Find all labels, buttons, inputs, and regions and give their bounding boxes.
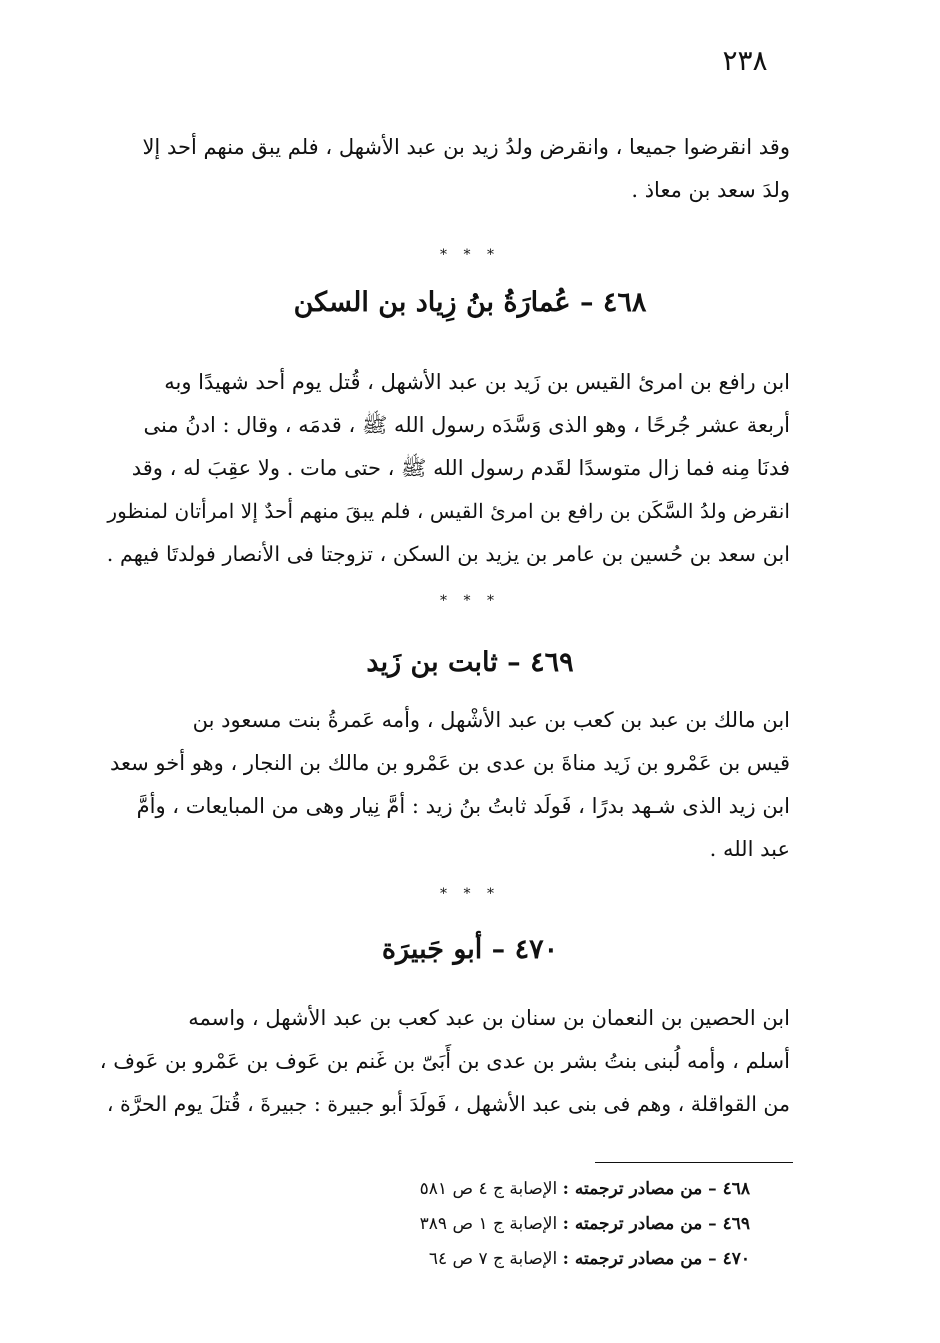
footnotes	[330, 1172, 750, 1277]
text-line: ولدَ سعد بن معاذ .	[631, 178, 790, 202]
entry-heading-469: ٤٦٩ – ثابت بن زَيد	[366, 647, 574, 678]
footnote-label: ٤٦٨ – من مصادر ترجمته :	[562, 1179, 750, 1199]
footnote	[330, 1172, 750, 1207]
text-line: وقد انقرضوا جميعا ، وانقرض ولدُ زيد بن عبد الأشهل ، فلم يبق منهم أحد إلا	[142, 135, 790, 159]
footnote-text: الإصابة ج ٤ ص ٥٨١	[419, 1179, 558, 1199]
footnote-rule	[595, 1162, 793, 1163]
footnote-text: الإصابة ج ١ ص ٣٨٩	[419, 1214, 558, 1234]
intro-paragraph	[100, 126, 790, 212]
footnote-label: ٤٦٩ – من مصادر ترجمته :	[562, 1214, 750, 1234]
text-line: ابن الحصين بن النعمان بن سنان بن عبد كعب بن عبد الأشهل ، واسمه	[188, 1006, 790, 1030]
page-number: ٢٣٨	[722, 44, 768, 77]
text-line: قيس بن عَمْرو بن زَيد مناةَ بن عدى بن عَمْرو بن مالك بن النجار ، وهو أخو سعد	[109, 751, 790, 775]
entry-paragraph-469	[100, 699, 790, 871]
entry-heading-470: ٤٧٠ – أبو جَبيرَة	[381, 934, 559, 965]
entry-paragraph-468	[100, 361, 790, 576]
text-line: ابن سعد بن حُسين بن عامر بن يزيد بن السكن ، تزوجتا فى الأنصار فولدتَا فيهم .	[106, 542, 790, 566]
text-line: من القواقلة ، وهم فى بنى عبد الأشهل ، فَولَدَ أبو جبيرة : جبيرةَ ، قُتلَ يوم الحرَّة ،	[106, 1092, 790, 1116]
text-line: أربعة عشر جُرحًا ، وهو الذى وَسَّدَه رسول الله ﷺ ، قدمَه ، وقال : ادنُ منى	[143, 413, 790, 437]
text-line: ابن زيد الذى شـهد بدرًا ، فَولَد ثابتُ بنُ زيد : أمَّ نِيار وهى من المبايعات ، وأمَّ	[136, 794, 790, 818]
footnote-label: ٤٧٠ – من مصادر ترجمته :	[562, 1249, 750, 1269]
entry-heading-468: ٤٦٨ – عُمارَةُ بنُ زِياد بن السكن	[293, 287, 647, 318]
text-line: ابن رافع بن امرئ القيس بن زَيد بن عبد الأشهل ، قُتل يوم أحد شهيدًا وبه	[164, 370, 790, 394]
text-line: أسلم ، وأمه لُبنى بنتُ بشر بن عدى بن أَبَىّ بن غَنم بن عَوف بن عَمْرو بن عَوف ،	[99, 1049, 790, 1073]
footnote	[330, 1242, 750, 1277]
section-separator: * * *	[440, 593, 500, 609]
text-line: عبد الله .	[709, 837, 790, 861]
entry-paragraph-470	[100, 997, 790, 1126]
text-line: انقرض ولدُ السَّكَن بن رافع بن امرئ القيس ، فلم يبقَ منهم أحدٌ إلا امرأتان لمنظور	[107, 499, 790, 523]
text-line: فدنَا مِنه فما زال متوسدًا لقَدم رسول الله ﷺ ، حتى مات . ولا عقِبَ له ، وقد	[131, 456, 790, 480]
footnote-text: الإصابة ج ٧ ص ٦٤	[428, 1249, 558, 1269]
section-separator: * * *	[440, 886, 500, 902]
footnote	[330, 1207, 750, 1242]
text-line: ابن مالك بن عبد بن كعب بن عبد الأشْهل ، وأمه عَمرةُ بنت مسعود بن	[192, 708, 790, 732]
section-separator: * * *	[440, 247, 500, 263]
